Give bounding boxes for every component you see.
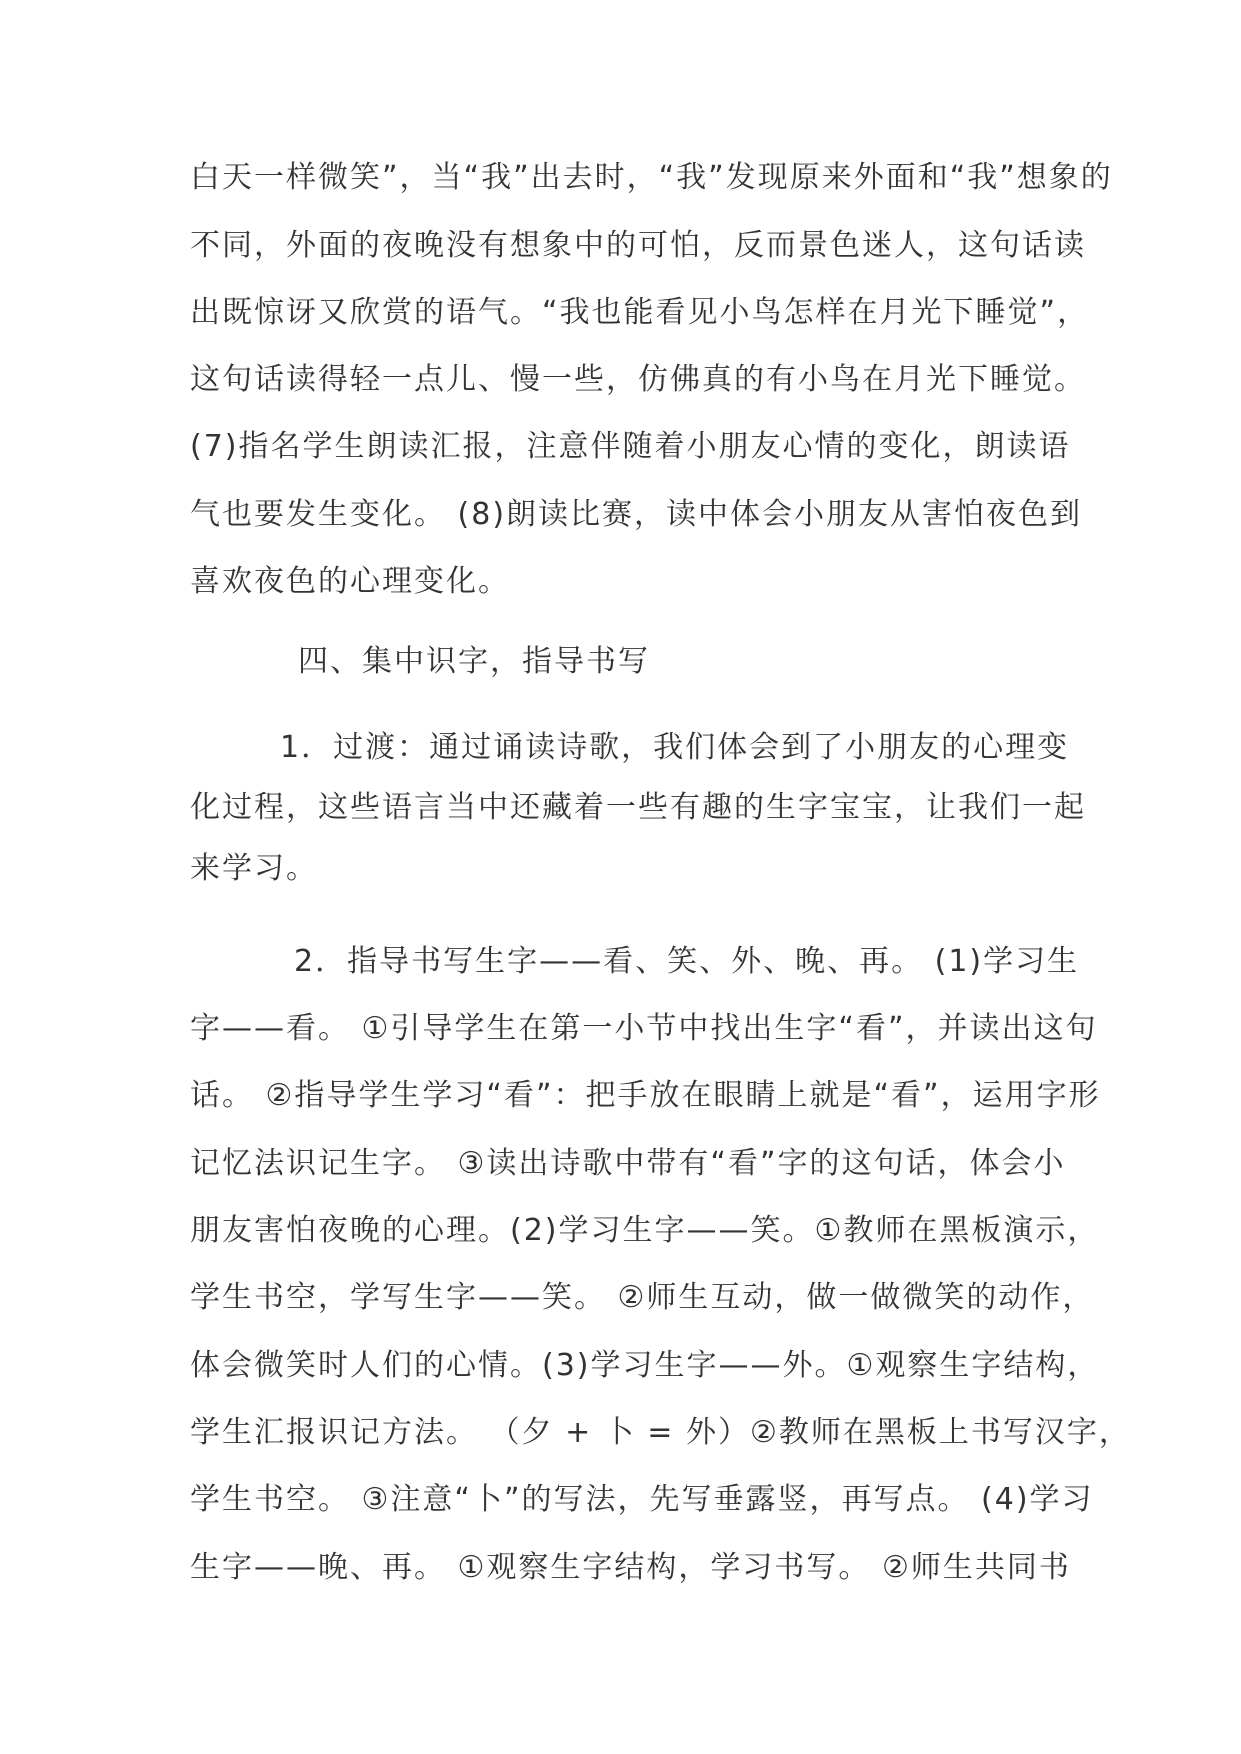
text-line: 生字——晚、再。 ①观察生字结构，学习书写。 ②师生共同书 <box>190 1550 1071 1585</box>
text-line: 这句话读得轻一点儿、慢一些，仿佛真的有小鸟在月光下睡觉。 <box>190 362 1086 397</box>
text-line: 1．过渡：通过诵读诗歌，我们体会到了小朋友的心理变 <box>280 730 1070 765</box>
text-line: 2．指导书写生字——看、笑、外、晚、再。 (1)学习生 <box>294 944 1080 979</box>
section-heading: 四、集中识字，指导书写 <box>298 644 650 679</box>
text-line: 气也要发生变化。 (8)朗读比赛，读中体会小朋友从害怕夜色到 <box>190 497 1083 532</box>
text-line: 化过程，这些语言当中还藏着一些有趣的生字宝宝，让我们一起 <box>190 790 1086 825</box>
text-line: 白天一样微笑”，当“我”出去时，“我”发现原来外面和“我”想象的 <box>190 160 1113 195</box>
text-line: 字——看。 ①引导学生在第一小节中找出生字“看”，并读出这句 <box>190 1011 1098 1046</box>
text-line: 朋友害怕夜晚的心理。(2)学习生字——笑。①教师在黑板演示， <box>190 1213 1100 1248</box>
text-line: 学生书空，学写生字——笑。 ②师生互动，做一做微笑的动作， <box>190 1280 1095 1315</box>
text-line: 记忆法识记生字。 ③读出诗歌中带有“看”字的这句话，体会小 <box>190 1146 1066 1181</box>
text-line: 喜欢夜色的心理变化。 <box>190 564 510 599</box>
text-line: 学生汇报识记方法。 （夕 + 卜 = 外）②教师在黑板上书写汉字， <box>190 1415 1131 1450</box>
text-line: (7)指名学生朗读汇报，注意伴随着小朋友心情的变化，朗读语 <box>190 429 1071 464</box>
text-line: 话。 ②指导学生学习“看”：把手放在眼睛上就是“看”，运用字形 <box>190 1078 1101 1113</box>
text-line: 体会微笑时人们的心情。(3)学习生字——外。①观察生字结构， <box>190 1348 1100 1383</box>
text-line: 不同，外面的夜晚没有想象中的可怕，反而景色迷人，这句话读 <box>190 228 1086 263</box>
text-line: 学生书空。 ③注意“卜”的写法，先写垂露竖，再写点。 (4)学习 <box>190 1482 1094 1517</box>
text-line: 出既惊讶又欣赏的语气。“我也能看见小鸟怎样在月光下睡觉”， <box>190 295 1090 330</box>
text-line: 来学习。 <box>190 851 318 886</box>
